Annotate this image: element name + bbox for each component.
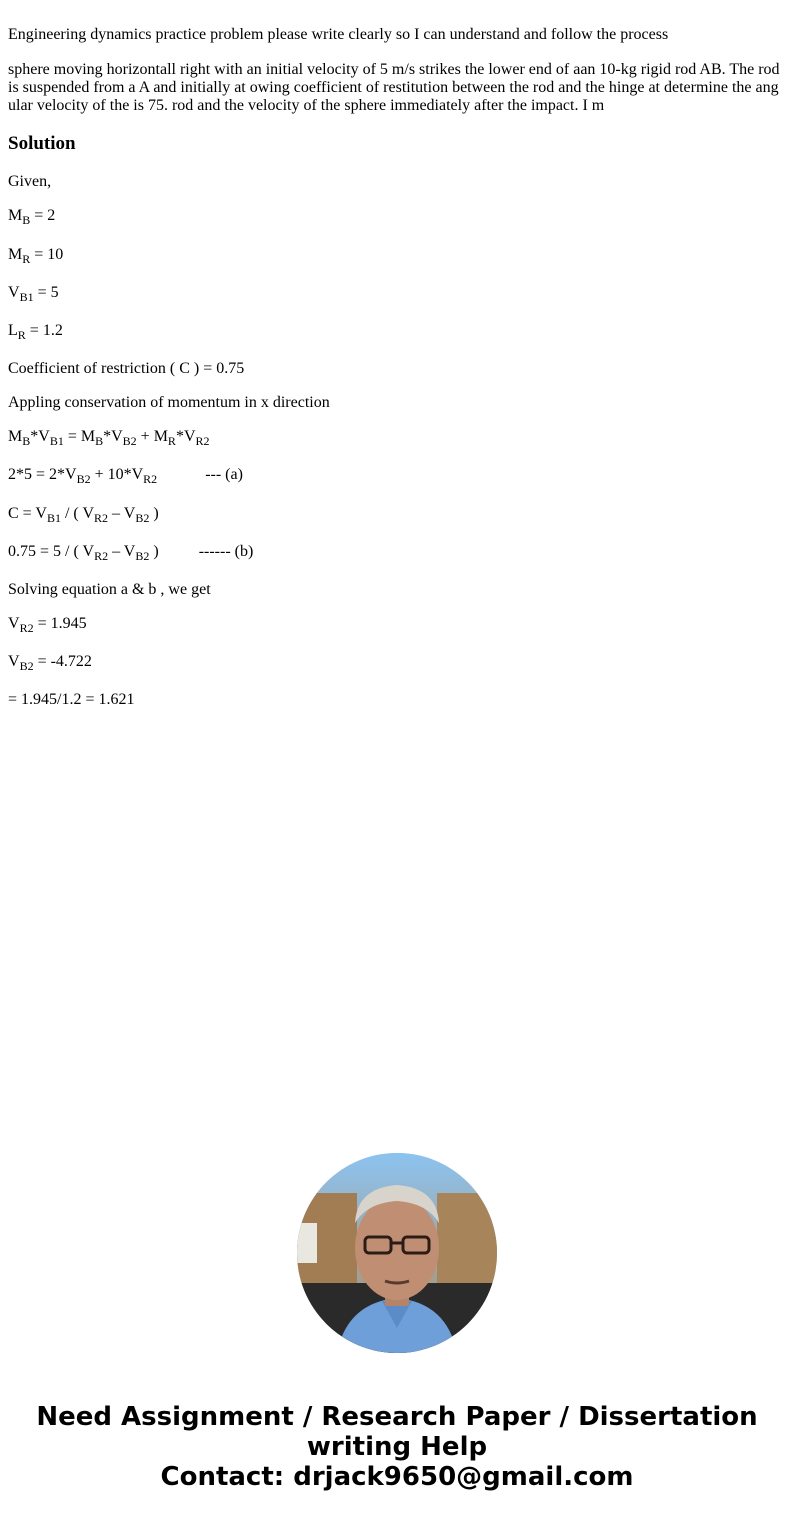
solution-heading: Solution bbox=[8, 133, 76, 154]
question-title: Engineering dynamics practice problem please write clearly so I can understand and follow the process bbox=[8, 26, 669, 43]
momentum-equation: $M_B*V_{B1} = M_B*V_{B2} + M_R*V_{R2}$ bbox=[8, 428, 210, 448]
equation-b: 0.75 = 5 / ( $V_{R2} - V_{B2}$ ) ------ (b) bbox=[8, 543, 254, 563]
coefficient-line: Coefficient of restriction ( C ) = 0.75 bbox=[8, 360, 245, 377]
result-vb2: $V_{B2} = -4.722$ bbox=[8, 653, 92, 673]
given-label: Given, bbox=[8, 173, 52, 190]
given-length-r: $L_R = 1.2$ bbox=[8, 322, 63, 342]
footer-line-2: writing Help bbox=[306, 1432, 488, 1462]
question-body: sphere moving horizontall right with an initial velocity of 5 m/s strikes the lower end of aan 10-kg rigid rod AB. The rod is suspended from a A and initially at owing coefficient of restitution between the rod and the hinge at determine the ang ular velocity of the is 75. rod and the velocity of the sphere immediately after the impact. I m bbox=[8, 61, 780, 114]
result-omega: = 1.945/1.2 = 1.621 bbox=[8, 691, 135, 708]
given-mass-r: $M_R = 10$ bbox=[8, 246, 64, 266]
given-velocity-b1: $V_{B1} = 5$ bbox=[8, 284, 59, 304]
given-mass-b: $M_B = 2$ bbox=[8, 207, 56, 227]
footer-contact: Contact: drjack9650@gmail.com bbox=[160, 1462, 634, 1492]
footer-banner bbox=[0, 1402, 794, 1492]
solving-line: Solving equation a & b , we get bbox=[8, 581, 211, 598]
equation-a: $2*5 = 2*V_{B2} + 10*V_{R2}$ --- (a) bbox=[8, 466, 243, 486]
restitution-equation: $C = V_{B1}$ / ( $V_{R2} - V_{B2}$ ) bbox=[8, 505, 159, 525]
avatar-image bbox=[297, 1153, 497, 1353]
momentum-intro: Appling conservation of momentum in x direction bbox=[8, 394, 330, 411]
footer-line-1: Need Assignment / Research Paper / Dissertation bbox=[36, 1402, 758, 1432]
result-vr2: $V_{R2} = 1.945$ bbox=[8, 615, 87, 635]
author-avatar bbox=[297, 1153, 497, 1353]
